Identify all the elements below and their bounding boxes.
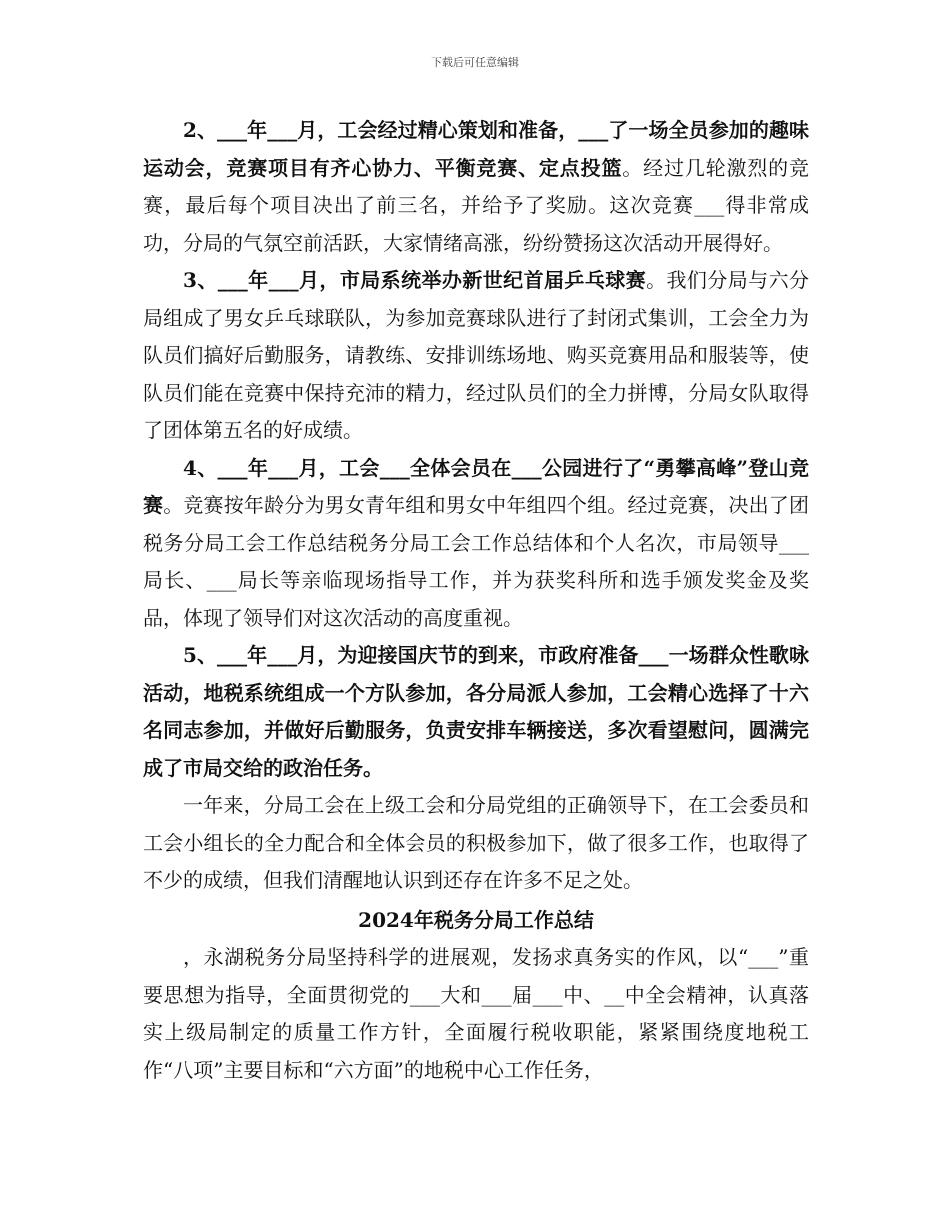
paragraph-lead: 4、___年___月，工会___全体会员在___公园进行了“勇攀高峰”登山竞赛 bbox=[143, 455, 809, 517]
paragraph-lead: 5、___年___月，为迎接国庆节的到来，市政府准备___一场群众性歌咏活动，地税系统组成一个方队参加，各分局派人参加，工会精心选择了十六名同志参加，并做好后勤服务，负责安排车辆接送，多次看望慰问，圆满完成了市局交给的政治任务。 bbox=[143, 643, 809, 780]
paragraph-lead: 3、___年___月，市局系统举办新世纪首届乒乓球赛 bbox=[183, 268, 647, 292]
paragraph-item-2 bbox=[143, 112, 809, 262]
paragraph-text: 。经过几轮激烈的竞赛，最后每个项目决出了前三名，并给予了奖励。这次竞赛___得非常成功，分局的气氛空前活跃，大家情绪高涨，纷纷赞扬这次活动开展得好。 bbox=[143, 155, 810, 255]
paragraph-text: 。我们分局与六分局组成了男女乒乓球联队，为参加竞赛球队进行了封闭式集训，工会全力为队员们搞好后勤服务，请教练、安排训练场地、购买竞赛用品和服装等，使队员们能在竞赛中保持充沛的精力，经过队员们的全力拼博，分局女队取得了团体第五名的好成绩。 bbox=[143, 268, 810, 442]
paragraph-item-3 bbox=[143, 262, 809, 450]
paragraph-lead: 2、___年___月，工会经过精心策划和准备，___了一场全员参加的趣味运动会，竞赛项目有齐心协力、平衡竞赛、定点投篮 bbox=[143, 118, 809, 180]
paragraph-item-4 bbox=[143, 450, 809, 638]
paragraph-summary: 一年来，分局工会在上级工会和分局党组的正确领导下，在工会委员和工会小组长的全力配合和全体会员的积极参加下，做了很多工作，也取得了不少的成绩，但我们清醒地认识到还存在许多不足之处。 bbox=[143, 793, 809, 892]
paragraph-item-5 bbox=[143, 637, 809, 787]
header-note: 下载后可任意编辑 bbox=[431, 56, 519, 69]
section-title: 2024年税务分局工作总结 bbox=[358, 907, 594, 932]
document-body bbox=[143, 112, 809, 1089]
paragraph-text: 。竞赛按年龄分为男女青年组和男女中年组四个组。经过竞赛，决出了团税务分局工会工作总结税务分局工会工作总结体和个人名次，市局领导___局长、___局长等亲临现场指导工作，并为获奖科所和选手颁发奖金及奖品，体现了领导们对这次活动的高度重视。 bbox=[143, 493, 809, 630]
paragraph-section-body: ，永湖税务分局坚持科学的进展观，发扬求真务实的作风，以“___”重要思想为指导，全面贯彻党的___大和___届___中、__中全会精神，认真落实上级局制定的质量工作方针，全面履行税收职能，紧紧围绕度地税工作“八项”主要目标和“六方面”的地税中心工作任务， bbox=[143, 945, 809, 1082]
